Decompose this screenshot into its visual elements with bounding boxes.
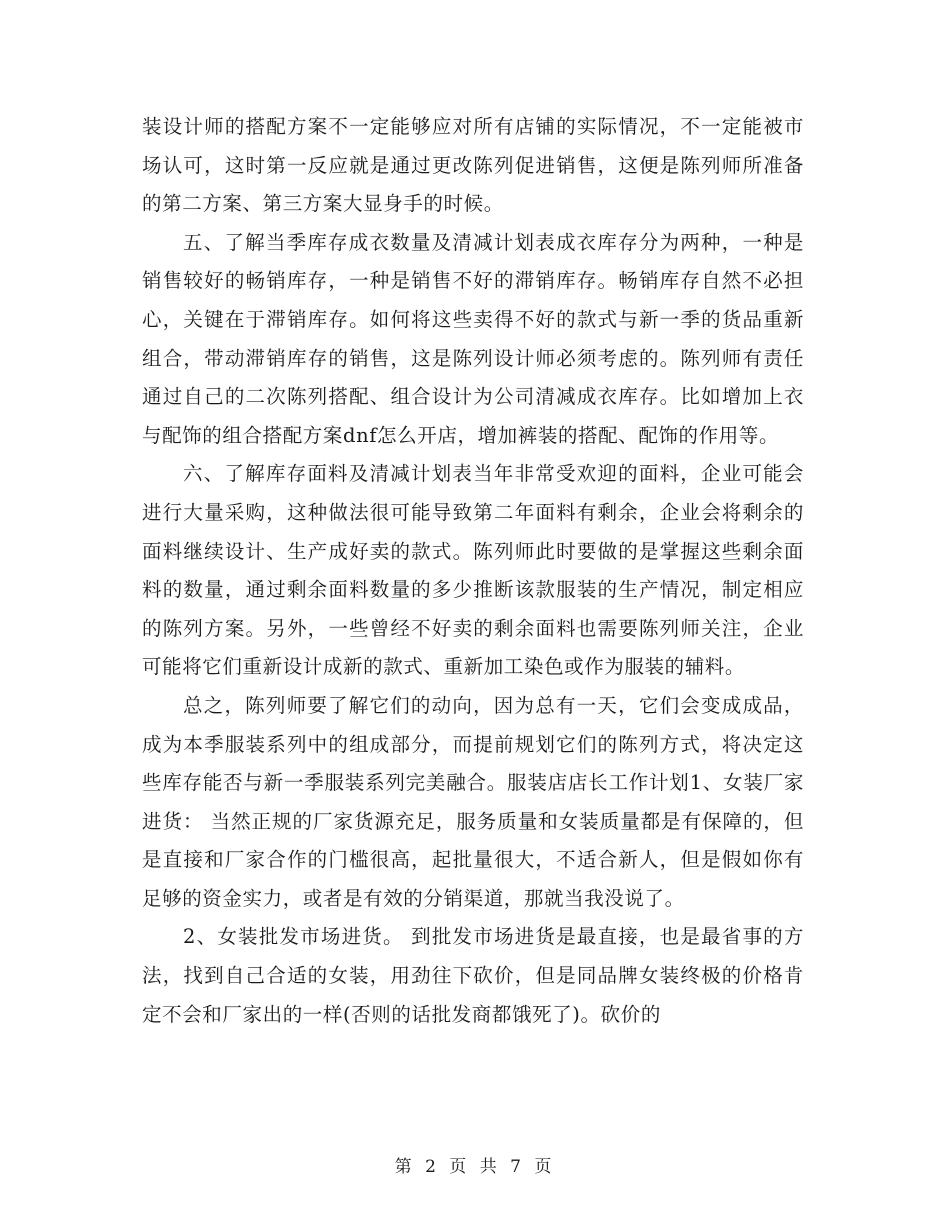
paragraph-section-5: 五、了解当季库存成衣数量及清减计划表成衣库存分为两种，一种是销售较好的畅销库存，一种是销售不好的滞销库存。畅销库存自然不必担心，关键在于滞销库存。如何将这些卖得不好的款式与新一季的货品重新组合，带动滞销库存的销售，这是陈列设计师必须考虑的。陈列师有责任通过自己的二次陈列搭配、组合设计为公司清减成衣库存。比如增加上衣与配饰的组合搭配方案dnf怎么开店，增加裤装的搭配、配饰的作用等。 [142, 230, 804, 447]
paragraph-wholesale-market: 2、女装批发市场进货。 到批发市场进货是最直接，也是最省事的方法，找到自己合适的女装，用劲往下砍价，但是同品牌女装终极的价格肯定不会和厂家出的一样(否则的话批发商都饿死了)。砍价的 [142, 925, 804, 1026]
paragraph-section-6: 六、了解库存面料及清减计划表当年非常受欢迎的面料，企业可能会进行大量采购，这种做法很可能导致第二年面料有剩余，企业会将剩余的面料继续设计、生产成好卖的款式。陈列师此时要做的是掌握这些剩余面料的数量，通过剩余面料数量的多少推断该款服装的生产情况，制定相应的陈列方案。另外，一些曾经不好卖的剩余面料也需要陈列师关注，企业可能将它们重新设计成新的款式、重新加工染色或作为服装的辅料。 [142, 462, 804, 679]
paragraph-continuation: 装设计师的搭配方案不一定能够应对所有店铺的实际情况，不一定能被市场认可，这时第一反应就是通过更改陈列促进销售，这便是陈列师所准备的第二方案、第三方案大显身手的时候。 [142, 115, 804, 216]
body-text [142, 108, 804, 1034]
paragraph-summary: 总之，陈列师要了解它们的动向，因为总有一天，它们会变成成品，成为本季服装系列中的组成部分，而提前规划它们的陈列方式，将决定这些库存能否与新一季服装系列完美融合。服装店店长工作计划1、女装厂家进货： 当然正规的厂家货源充足，服务质量和女装质量都是有保障的，但是直接和厂家合作的门槛很高，起批量很大，不适合新人，但是假如你有足够的资金实力，或者是有效的分销渠道，那就当我没说了。 [142, 693, 804, 910]
page-number-footer: 第 2 页 共 7 页 [394, 1157, 556, 1177]
